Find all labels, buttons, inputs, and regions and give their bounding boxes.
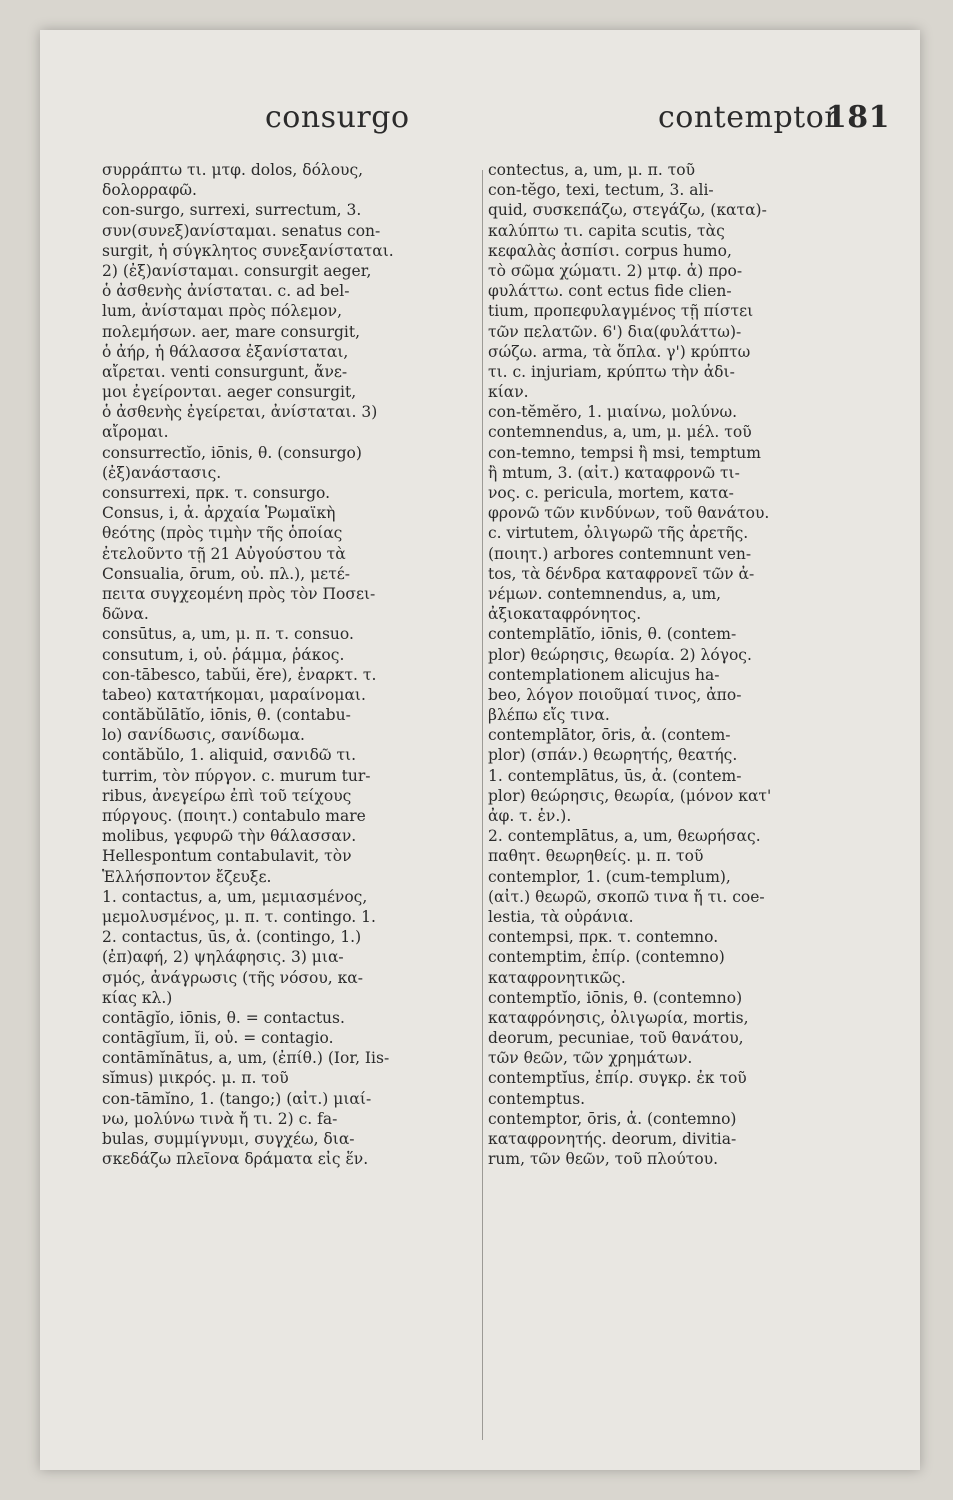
text-line: αἴρεται. venti consurgunt, ἄνε- bbox=[102, 362, 348, 381]
text-line: (ἐπ)αφή, 2) ψηλάφησις. 3) μια- bbox=[102, 948, 344, 967]
text-line: consurrexi, πρκ. τ. consurgo. bbox=[102, 484, 330, 502]
text-line: contemptĭus, ἐπίρ. συγκρ. ἐκ τοῦ bbox=[488, 1069, 747, 1088]
text-line: ὁ ἀσθενὴς ἐγείρεται, ἀνίσταται. 3) bbox=[102, 403, 378, 422]
text-line: con-tĕgo, texi, tectum, 3. ali- bbox=[488, 181, 714, 200]
text-line: con-surgo, surrexi, surrectum, 3. bbox=[102, 201, 362, 220]
text-line: πύργους. (ποιητ.) contabulo mare bbox=[102, 807, 366, 825]
text-line: μεμολυσμένος, μ. π. τ. contingo. 1. bbox=[102, 907, 376, 926]
text-line: ribus, ἀνεγείρω ἐπὶ τοῦ τείχους bbox=[102, 786, 352, 805]
text-line: πολεμήσων. aer, mare consurgit, bbox=[102, 322, 361, 341]
text-line: τὸ σῶμα χώματι. 2) μτφ. ἁ) προ- bbox=[488, 261, 743, 280]
text-line: tos, τὰ δένδρα καταφρονεῖ τῶν ἀ- bbox=[488, 564, 755, 583]
text-line: lestia, τὰ οὐράνια. bbox=[488, 907, 634, 926]
text-line: rum, τῶν θεῶν, τοῦ πλούτου. bbox=[488, 1150, 719, 1169]
text-line: Hellespontum contabulavit, τὸν bbox=[102, 847, 352, 866]
text-line: contăbŭlātĭo, iōnis, θ. (contabu- bbox=[102, 706, 351, 725]
text-line: contemptus. bbox=[488, 1089, 586, 1108]
text-line: ἢ mtum, 3. (αἰτ.) καταφρονῶ τι- bbox=[488, 463, 740, 482]
text-line: con-tāmĭno, 1. (tango;) (αἰτ.) μιαί- bbox=[102, 1089, 372, 1108]
text-line: ἀφ. τ. ἑν.). bbox=[488, 807, 572, 825]
text-line: deorum, pecuniae, τοῦ θανάτου, bbox=[488, 1029, 744, 1048]
text-line: καταφρόνησις, ὀλιγωρία, mortis, bbox=[488, 1008, 749, 1027]
column-divider bbox=[482, 170, 483, 1440]
text-line: lo) σανίδωσις, σανίδωμα. bbox=[102, 726, 305, 745]
text-line: δῶνα. bbox=[102, 605, 149, 624]
text-line: contemptim, ἐπίρ. (contemno) bbox=[488, 948, 725, 967]
text-line: plor) θεώρησις, θεωρία, (μόνον κατ' bbox=[488, 786, 772, 805]
text-line: ἐτελοῦντο τῇ 21 Αὐγούστου τὰ bbox=[102, 544, 346, 563]
text-line: tium, προπεφυλαγμένος τῇ πίστει bbox=[488, 302, 754, 321]
text-line: (ποιητ.) arbores contemnunt ven- bbox=[488, 544, 752, 563]
header-right-word: contemptor bbox=[658, 100, 840, 135]
text-line: τῶν θεῶν, τῶν χρημάτων. bbox=[488, 1049, 693, 1068]
header-left-word: consurgo bbox=[265, 100, 410, 135]
text-line: plor) θεώρησις, θεωρία. 2) λόγος. bbox=[488, 645, 752, 664]
text-line: βλέπω εἴς τινα. bbox=[488, 706, 610, 725]
text-line: consūtus, a, um, μ. π. τ. consuo. bbox=[102, 625, 354, 644]
text-line: contemplātĭo, iōnis, θ. (contem- bbox=[488, 625, 737, 644]
text-line: αἴρομαι. bbox=[102, 423, 169, 442]
text-line: 2. contemplātus, a, um, θεωρήσας. bbox=[488, 827, 761, 846]
text-line: νέμων. contemnendus, a, um, bbox=[488, 584, 722, 603]
text-line: Consualia, ōrum, οὐ. πλ.), μετέ- bbox=[102, 564, 351, 583]
text-line: συρράπτω τι. μτφ. dolos, δόλους, bbox=[102, 161, 364, 179]
text-line: φυλάττω. cont ectus fide clien- bbox=[488, 282, 732, 301]
text-line: contemplātor, ōris, ἀ. (contem- bbox=[488, 726, 731, 745]
text-line: 1. contactus, a, um, μεμιασμένος, bbox=[102, 887, 368, 906]
text-line: νω, μολύνω τινὰ ἤ τι. 2) c. fa- bbox=[102, 1109, 338, 1128]
text-line: lum, ἀνίσταμαι πρὸς πόλεμον, bbox=[102, 302, 342, 321]
text-line: (ἐξ)ανάστασις. bbox=[102, 463, 222, 482]
text-line: contemplationem alicujus ha- bbox=[488, 665, 720, 684]
text-line: ὁ ἀσθενὴς ἀνίσταται. c. ad bel- bbox=[102, 282, 350, 301]
text-line: κίας κλ.) bbox=[102, 988, 173, 1007]
text-line: tabeo) κατατήκομαι, μαραίνομαι. bbox=[102, 685, 366, 704]
text-line: contemptĭo, iōnis, θ. (contemno) bbox=[488, 988, 743, 1007]
text-line: contemnendus, a, um, μ. μέλ. τοῦ bbox=[488, 423, 752, 442]
text-line: φρονῶ τῶν κινδύνων, τοῦ θανάτου. bbox=[488, 504, 770, 523]
text-line: παθητ. θεωρηθείς. μ. π. τοῦ bbox=[488, 847, 704, 866]
text-line: (αἰτ.) θεωρῶ, σκοπῶ τινα ἤ τι. coe- bbox=[488, 887, 765, 906]
text-line: τῶν πελατῶν. 6') δια(φυλάττω)- bbox=[488, 322, 742, 341]
text-line: πειτα συγχεομένη πρὸς τὸν Ποσει- bbox=[102, 584, 376, 603]
text-line: plor) (σπάν.) θεωρητής, θεατής. bbox=[488, 746, 738, 765]
text-line: contemptor, ōris, ἀ. (contemno) bbox=[488, 1109, 737, 1128]
text-line: Consus, i, ἀ. ἀρχαία Ῥωμαϊκὴ bbox=[102, 504, 336, 523]
text-line: con-temno, tempsi ἢ msi, temptum bbox=[488, 443, 761, 462]
text-line: σώζω. arma, τὰ ὅπλα. γ') κρύπτω bbox=[488, 342, 751, 361]
left-column bbox=[102, 160, 472, 1169]
text-line: beo, λόγον ποιοῦμαί τινος, ἀπο- bbox=[488, 685, 742, 704]
text-line: συν(συνεξ)ανίσταμαι. senatus con- bbox=[102, 221, 381, 240]
text-line: κεφαλὰς ἀσπίσι. corpus humo, bbox=[488, 241, 732, 260]
text-line: 2. contactus, ūs, ἀ. (contingo, 1.) bbox=[102, 928, 362, 947]
text-line: c. virtutem, ὀλιγωρῶ τῆς ἀρετῆς. bbox=[488, 524, 749, 543]
text-line: κίαν. bbox=[488, 383, 529, 402]
text-line: contemplor, 1. (cum-templum), bbox=[488, 867, 731, 886]
text-line: καταφρονητικῶς. bbox=[488, 968, 626, 987]
text-line: contempsi, πρκ. τ. contemno. bbox=[488, 928, 719, 947]
text-line: con-tābesco, tabŭi, ĕre), ἐναρκτ. τ. bbox=[102, 665, 377, 684]
text-line: τι. c. injuriam, κρύπτω τὴν ἀδι- bbox=[488, 362, 735, 381]
text-line: δολορραφῶ. bbox=[102, 181, 197, 200]
text-line: Ἑλλήσποντον ἔζευξε. bbox=[102, 867, 272, 886]
text-line: μοι ἐγείρονται. aeger consurgit, bbox=[102, 383, 357, 402]
text-line: 2) (ἐξ)ανίσταμαι. consurgit aeger, bbox=[102, 261, 372, 280]
text-line: bulas, συμμίγνυμι, συγχέω, δια- bbox=[102, 1130, 355, 1148]
text-line: σκεδάζω πλεῖονα δράματα εἰς ἕν. bbox=[102, 1150, 369, 1169]
text-line: contāgĭum, ĭi, οὐ. = contagio. bbox=[102, 1029, 334, 1048]
text-line: καταφρονητής. deorum, divitia- bbox=[488, 1130, 737, 1148]
text-line: νος. c. pericula, mortem, κατα- bbox=[488, 484, 734, 502]
text-line: σμός, ἀνάγρωσις (τῆς νόσου, κα- bbox=[102, 968, 364, 987]
text-line: turrim, τὸν πύργον. c. murum tur- bbox=[102, 766, 371, 785]
text-line: molibus, γεφυρῶ τὴν θάλασσαν. bbox=[102, 827, 357, 846]
text-line: consurrectĭo, iōnis, θ. (consurgo) bbox=[102, 443, 362, 462]
text-line: consutum, i, οὐ. ῥάμμα, ῥάκος. bbox=[102, 645, 345, 664]
text-line: contectus, a, um, μ. π. τοῦ bbox=[488, 161, 696, 179]
text-line: καλύπτω τι. capita scutis, τὰς bbox=[488, 221, 725, 240]
text-line: con-tĕmĕro, 1. μιαίνω, μολύνω. bbox=[488, 403, 738, 422]
text-line: sĭmus) μικρός. μ. π. τοῦ bbox=[102, 1069, 289, 1088]
dictionary-page bbox=[40, 30, 920, 1470]
text-line: surgit, ἡ σύγκλητος συνεξανίσταται. bbox=[102, 241, 394, 260]
page-number: 181 bbox=[825, 100, 890, 135]
text-line: contāmĭnātus, a, um, (ἐπίθ.) (Ior, Iis- bbox=[102, 1049, 390, 1068]
text-line: quid, συσκεπάζω, στεγάζω, (κατα)- bbox=[488, 201, 767, 220]
text-line: contāgĭo, iōnis, θ. = contactus. bbox=[102, 1008, 345, 1027]
text-line: ὁ ἀήρ, ἡ θάλασσα ἐξανίσταται, bbox=[102, 342, 349, 361]
running-head bbox=[100, 100, 890, 150]
right-column bbox=[488, 160, 858, 1169]
text-line: θεότης (πρὸς τιμὴν τῆς ὁποίας bbox=[102, 524, 343, 543]
text-line: 1. contemplātus, ūs, ἀ. (contem- bbox=[488, 766, 742, 785]
text-line: contăbŭlo, 1. aliquid, σανιδῶ τι. bbox=[102, 746, 357, 765]
text-line: ἀξιοκαταφρόνητος. bbox=[488, 605, 642, 624]
